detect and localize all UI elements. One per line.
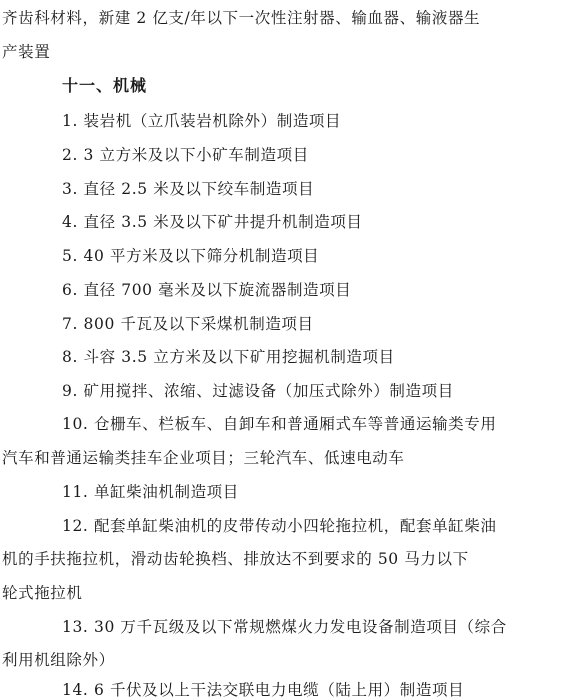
- list-item-5: 5. 40 平方米及以下筛分机制造项目: [62, 247, 320, 265]
- list-item-10-line-1: 10. 仓栅车、栏板车、自卸车和普通厢式车等普通运输类专用: [62, 415, 497, 433]
- list-item-13-line-1: 13. 30 万千瓦级及以下常规燃煤火力发电设备制造项目（综合: [62, 618, 507, 636]
- continuation-line-2: 产装置: [2, 43, 51, 61]
- list-item-9: 9. 矿用搅拌、浓缩、过滤设备（加压式除外）制造项目: [62, 382, 454, 400]
- list-item-12-line-2: 机的手扶拖拉机，滑动齿轮换档、排放达不到要求的 50 马力以下: [2, 550, 469, 568]
- section-heading: 十一、机械: [62, 76, 148, 95]
- list-item-14: 14. 6 千伏及以上干法交联电力电缆（陆上用）制造项目: [62, 681, 465, 699]
- list-item-4: 4. 直径 3.5 米及以下矿井提升机制造项目: [62, 213, 363, 231]
- list-item-11: 11. 单缸柴油机制造项目: [62, 483, 239, 501]
- list-item-12-line-3: 轮式拖拉机: [2, 584, 83, 602]
- list-item-1: 1. 装岩机（立爪装岩机除外）制造项目: [62, 112, 342, 130]
- list-item-3: 3. 直径 2.5 米及以下绞车制造项目: [62, 180, 315, 198]
- list-item-10-line-2: 汽车和普通运输类挂车企业项目；三轮汽车、低速电动车: [2, 449, 405, 467]
- list-item-7: 7. 800 千瓦及以下采煤机制造项目: [62, 315, 314, 333]
- continuation-line-1: 齐齿科材料，新建 2 亿支/年以下一次性注射器、输血器、输液器生: [2, 9, 481, 27]
- list-item-13-line-2: 利用机组除外）: [2, 651, 115, 669]
- list-item-8: 8. 斗容 3.5 立方米及以下矿用挖掘机制造项目: [62, 348, 395, 366]
- list-item-2: 2. 3 立方米及以下小矿车制造项目: [62, 146, 309, 164]
- list-item-6: 6. 直径 700 毫米及以下旋流器制造项目: [62, 281, 352, 299]
- list-item-12-line-1: 12. 配套单缸柴油机的皮带传动小四轮拖拉机，配套单缸柴油: [62, 517, 497, 535]
